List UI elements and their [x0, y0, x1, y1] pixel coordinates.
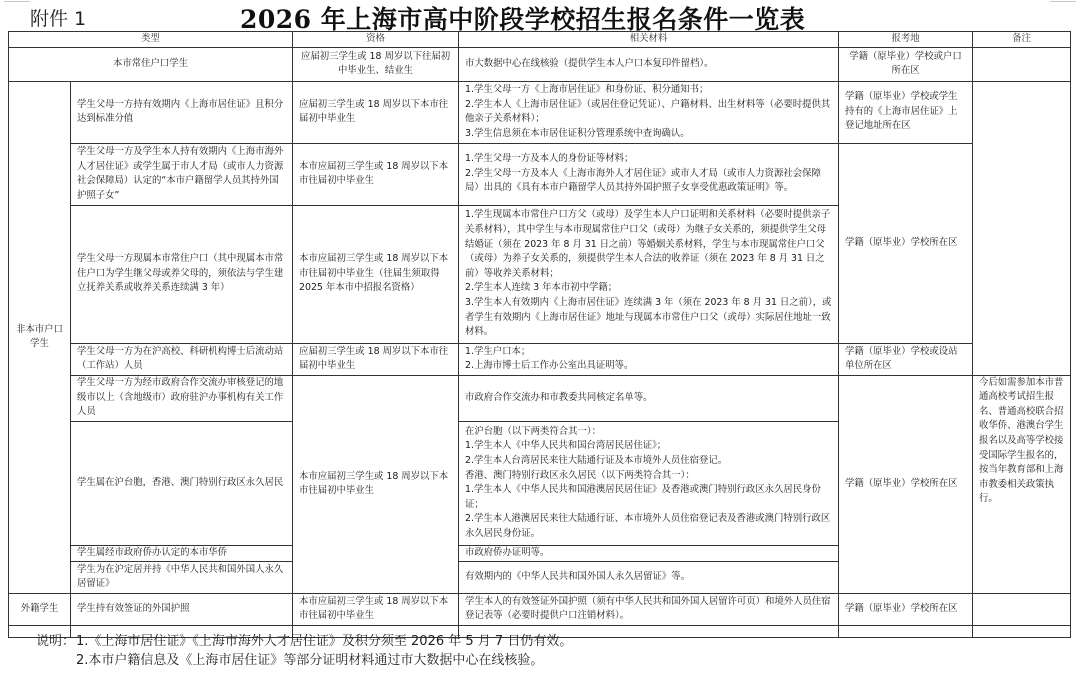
- table-row-foreign: [9, 593, 1071, 625]
- materials-line: 1.学生现属本市常住户口方父（或母）及学生本人户口证明和关系材料（必要时提供亲子关系材料），其中学生与本市现属常住户口父（或母）为继子女关系的，须提供学生父母结婚证（须在 2023 年 8 月 31 日之前）等婚姻关系材料，学生与本市现属常住户口父（或母）为养子女关系的，须提供学生本人合法的收养证（须在 2023 年 8 月 31 日之前）等收养关系材料；: [465, 209, 831, 279]
- type-cell: 学生属在沪台胞，香港、澳门特别行政区永久居民: [71, 421, 293, 545]
- table-header-row: [9, 32, 1071, 48]
- notes-label: 说明：: [36, 634, 76, 649]
- materials-cell: [459, 343, 839, 375]
- location-cell: 学籍（原毕业）学校所在区: [839, 593, 973, 625]
- notes-section: [36, 632, 572, 670]
- table-row: [9, 343, 1071, 375]
- remarks-cell: [973, 47, 1071, 81]
- column-header-type: 类型: [9, 32, 293, 48]
- materials-line: 香港、澳门特别行政区永久居民（以下两类符合其一）：: [465, 469, 695, 481]
- materials-cell: [459, 421, 839, 545]
- column-header-remarks: 备注: [973, 32, 1071, 48]
- document-title: 2026 年上海市高中阶段学校招生报名条件一览表: [240, 5, 806, 34]
- qualification-cell: 应届初三学生或 18 周岁以下本市往届初中毕业生: [293, 343, 459, 375]
- materials-cell: 市政府侨办证明等。: [459, 545, 839, 561]
- materials-cell: 市大数据中心在线核验（提供学生本人户口本复印件留档）。: [459, 47, 839, 81]
- location-cell: 学籍（原毕业）学校或学生持有的《上海市居住证》上登记地址所在区: [839, 81, 973, 143]
- materials-line: 1.学生户口本；: [465, 345, 531, 357]
- materials-cell: [459, 143, 839, 205]
- table-row: [9, 143, 1071, 205]
- enrollment-conditions-table: [8, 31, 1071, 638]
- materials-line: 3.学生本人有效期内《上海市居住证》连续满 3 年（须在 2023 年 8 月 31 日之前），或者学生有效期内《上海市居住证》地址与现属本市常住户口父（或母）实际居住地址一致材料。: [465, 296, 832, 338]
- materials-cell: 学生本人的有效签证外国护照（须有中华人民共和国外国人居留许可页）和境外人员住宿登记表等（必要时提供户口注销材料）。: [459, 593, 839, 625]
- group-label-nonlocal: 非本市户口学生: [9, 81, 71, 593]
- column-header-materials: 相关材料: [459, 32, 839, 48]
- table-row: [9, 375, 1071, 421]
- materials-line: 1.学生父母一方《上海市居住证》和身份证、积分通知书；: [465, 83, 709, 95]
- type-cell: 学生父母一方持有效期内《上海市居住证》且积分达到标准分值: [71, 81, 293, 143]
- type-cell: 学生父母一方现属本市常住户口（其中现属本市常住户口为学生继父母或养父母的，须依法与学生建立抚养关系或收养关系连续满 3 年）: [71, 205, 293, 343]
- group-label-foreign: 外籍学生: [9, 593, 71, 625]
- qualification-cell: 应届初三学生或 18 周岁以下本市往届初中毕业生: [293, 81, 459, 143]
- materials-line: 2.上海市博士后工作办公室出具证明等。: [465, 360, 634, 372]
- materials-line: 1.学生父母一方及本人的身份证等材料；: [465, 153, 634, 165]
- type-cell: 学生持有效签证的外国护照: [71, 593, 293, 625]
- remarks-cell-empty: [973, 81, 1071, 375]
- remarks-cell: [973, 593, 1071, 625]
- column-header-location: 报考地: [839, 32, 973, 48]
- table-row-local: [9, 47, 1071, 81]
- qualification-cell: 本市应届初三学生或 18 周岁以下本市往届初中毕业生: [293, 593, 459, 625]
- materials-line: 2.学生本人台湾居民来往大陆通行证及本市境外人员住宿登记。: [465, 454, 728, 466]
- materials-cell: 市政府合作交流办和市教委共同核定名单等。: [459, 375, 839, 421]
- materials-line: 在沪台胞（以下两类符合其一）：: [465, 425, 601, 437]
- materials-line: 2.学生本人连续 3 年本市初中学籍；: [465, 282, 618, 294]
- type-cell: 学生为在沪定居并持《中华人民共和国外国人永久居留证》: [71, 561, 293, 593]
- materials-cell: [459, 205, 839, 343]
- remarks-cell: 今后如需参加本市普通高校考试招生报名、普通高校联合招收华侨、港澳台学生报名以及高等学校接受国际学生报名的，按当年教育部和上海市教委相关政策执行。: [973, 375, 1071, 593]
- note-item: 2.本市户籍信息及《上海市居住证》等部分证明材料通过市大数据中心在线核验。: [76, 653, 544, 668]
- location-cell: 学籍（原毕业）学校或设站单位所在区: [839, 343, 973, 375]
- qualification-cell: 应届初三学生或 18 周岁以下往届初中毕业生、结业生: [293, 47, 459, 81]
- column-header-qualification: 资格: [293, 32, 459, 48]
- materials-line: 2.学生本人《上海市居住证》（或居住登记凭证）、户籍材料、出生材料等（必要时提供其他亲子关系材料）；: [465, 98, 831, 125]
- page-corner-mark: [4, 0, 30, 2]
- qualification-cell: 本市应届初三学生或 18 周岁以下本市往届初中毕业生: [293, 143, 459, 205]
- note-item: 1.《上海市居住证》《上海市海外人才居住证》及积分须至 2026 年 5 月 7 日仍有效。: [76, 634, 573, 649]
- type-cell: 学生父母一方及学生本人持有效期内《上海市海外人才居住证》或学生属于市人才局（或市人力资源社会保障局）认定的“本市户籍留学人员其持外国护照子女”: [71, 143, 293, 205]
- materials-line: 1.学生本人《中华人民共和国港澳居民居住证》及香港或澳门特别行政区永久居民身份证；: [465, 484, 821, 510]
- materials-cell: 有效期内的《中华人民共和国外国人永久居留证》等。: [459, 561, 839, 593]
- page-corner-mark: [1050, 0, 1076, 2]
- type-cell: 学生父母一方为经市政府合作交流办审核登记的地级市以上（含地级市）政府驻沪办事机构有关工作人员: [71, 375, 293, 421]
- type-cell: 本市常住户口学生: [9, 47, 293, 81]
- table-row: [9, 81, 1071, 143]
- materials-line: 2.学生父母一方及本人《上海市海外人才居住证》或市人才局（或市人力资源社会保障局）出具的《具有本市户籍留学人员其持外国护照子女享受优惠政策证明》等。: [465, 167, 821, 194]
- location-cell: 学籍（原毕业）学校或户口所在区: [839, 47, 973, 81]
- qualification-cell: 本市应届初三学生或 18 周岁以下本市往届初中毕业生: [293, 375, 459, 593]
- materials-line: 3.学生信息须在本市居住证积分管理系统中查询确认。: [465, 127, 690, 139]
- materials-cell: [459, 81, 839, 143]
- materials-line: 2.学生本人港澳居民来往大陆通行证、本市境外人员住宿登记表及香港或澳门特别行政区永久居民身份证。: [465, 513, 831, 539]
- qualification-cell: 本市应届初三学生或 18 周岁以下本市往届初中毕业生（往届生须取得 2025 年本市中招报名资格）: [293, 205, 459, 343]
- type-cell: 学生属经市政府侨办认定的本市华侨: [71, 545, 293, 561]
- attachment-label: 附件 1: [30, 8, 87, 30]
- materials-line: 1.学生本人《中华人民共和国台湾居民居住证》；: [465, 440, 667, 452]
- location-cell: 学籍（原毕业）学校所在区: [839, 375, 973, 593]
- location-cell: 学籍（原毕业）学校所在区: [839, 143, 973, 343]
- type-cell: 学生父母一方为在沪高校、科研机构博士后流动站（工作站）人员: [71, 343, 293, 375]
